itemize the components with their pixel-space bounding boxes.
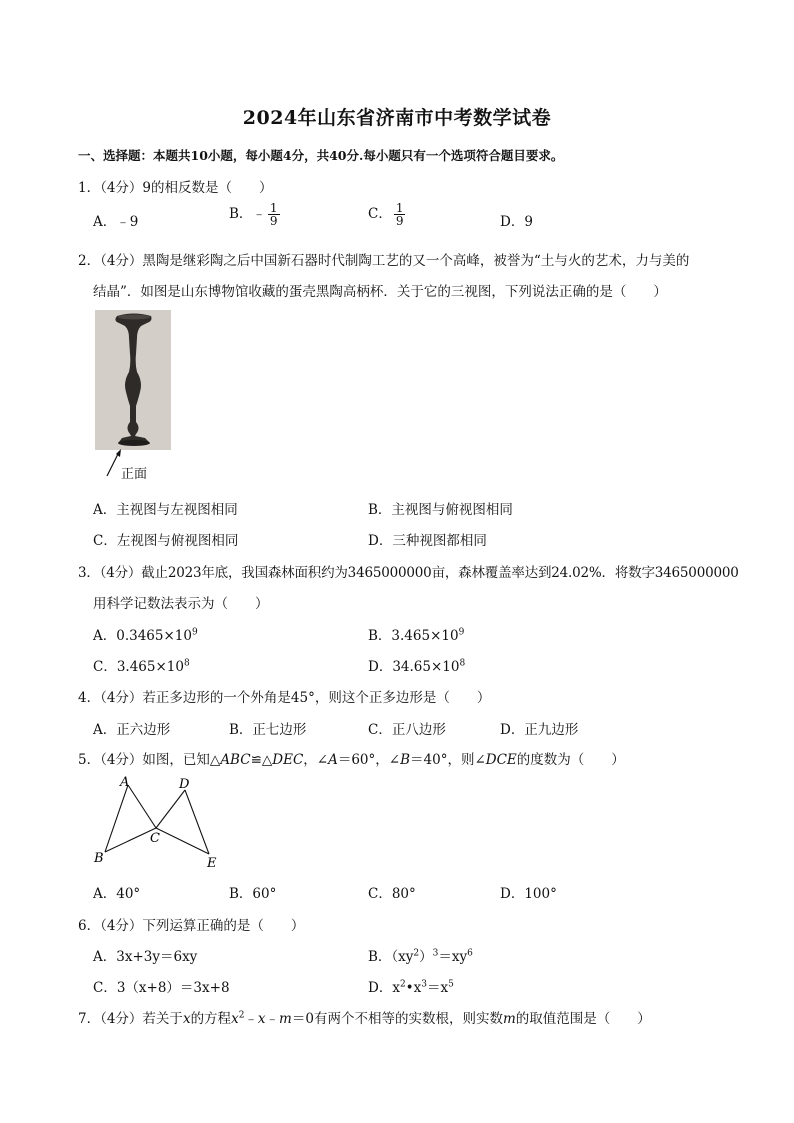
triangle-figure [88, 770, 228, 872]
vase-illustration [95, 310, 171, 450]
q3-option-a: A．$0.3465\times 10^9$ [93, 627, 198, 644]
q5-option-d: D．100° [500, 886, 557, 902]
q1-option-d: D．9 [500, 214, 533, 230]
question-2-line-2: 结晶”．如图是山东博物馆收藏的蛋壳黑陶高柄杯．关于它的三视图，下列说法正确的是（ ） [93, 284, 667, 300]
q2-option-a: A．主视图与左视图相同 [93, 502, 238, 518]
q4-option-a: A．正六边形 [93, 722, 171, 738]
q5-option-a: A．40° [93, 886, 141, 902]
q5-option-b: B．60° [229, 886, 277, 902]
q4-option-d: D．正九边形 [500, 722, 579, 738]
label-c: C [150, 831, 160, 846]
q6-option-a: A．3x+3y＝6xy [93, 949, 198, 965]
question-3-line-2: 用科学记数法表示为（ ） [93, 596, 269, 612]
question-4-stem: 4．（4分）若正多边形的一个外角是45°，则这个正多边形是（ ） [78, 690, 491, 706]
page-title: 2024年山东省济南市中考数学试卷 [242, 107, 552, 129]
label-b: B [94, 851, 104, 866]
question-7-stem: 7．（4分）若关于x的方程$x^2﹣x﹣m=0$有两个不相等的实数根，则实数m的取值范围是（ ） [78, 1010, 651, 1027]
black-pottery-cup-photo [95, 310, 171, 450]
q6-option-b: B．$(xy^2)^3=xy^6$ [368, 948, 473, 965]
q1-b-fraction: $\frac{1}{9}$ [269, 201, 278, 228]
q2-option-d: D．三种视图都相同 [368, 533, 487, 549]
q5-option-c: C．80° [368, 886, 416, 902]
q1-c-fraction: $\frac{1}{9}$ [395, 201, 404, 228]
q6-option-d: D．$x^2•x^3=x^5$ [368, 979, 454, 996]
question-3-line-1: 3．（4分）截止2023年底，我国森林面积约为3465000000亩，森林覆盖率达到24.02%．将数字3465000000 [78, 565, 739, 581]
label-d: D [179, 777, 190, 792]
question-6-stem: 6．（4分）下列运算正确的是（ ） [78, 918, 305, 934]
q2-option-b: B．主视图与俯视图相同 [368, 502, 513, 518]
q4-option-c: C．正八边形 [368, 722, 446, 738]
label-a: A [120, 775, 130, 790]
question-5-stem: 5．（4分）如图，已知△ABC≌△DEC，∠A＝60°，∠B＝40°，则∠DCE的度数为（ ） [78, 752, 625, 768]
q1-option-b: B．﹣ $\frac{1}{9}$ [229, 201, 278, 228]
q1-option-a: A．﹣9 [93, 214, 139, 230]
q3-option-b: B．$3.465\times 10^9$ [368, 627, 465, 644]
label-e: E [207, 856, 217, 871]
section-heading: 一、选择题：本题共10小题，每小题4分，共40分.每小题只有一个选项符合题目要求。 [78, 148, 564, 163]
photo-caption: 正面 [121, 467, 148, 482]
q3-option-d: D．$34.65\times 10^8$ [368, 658, 466, 675]
question-2-line-1: 2．（4分）黑陶是继彩陶之后中国新石器时代制陶工艺的又一个高峰，被誉为“土与火的艺术，力与美的 [78, 253, 690, 269]
question-1-stem: 1．（4分）9的相反数是（ ） [78, 180, 273, 196]
q2-option-c: C．左视图与俯视图相同 [93, 533, 239, 549]
q3-option-c: C．$3.465\times 10^8$ [93, 658, 190, 675]
q6-option-c: C．3（x+8）＝3x+8 [93, 980, 230, 996]
q1-option-c: C． $\frac{1}{9}$ [368, 201, 404, 228]
q4-option-b: B．正七边形 [229, 722, 307, 738]
